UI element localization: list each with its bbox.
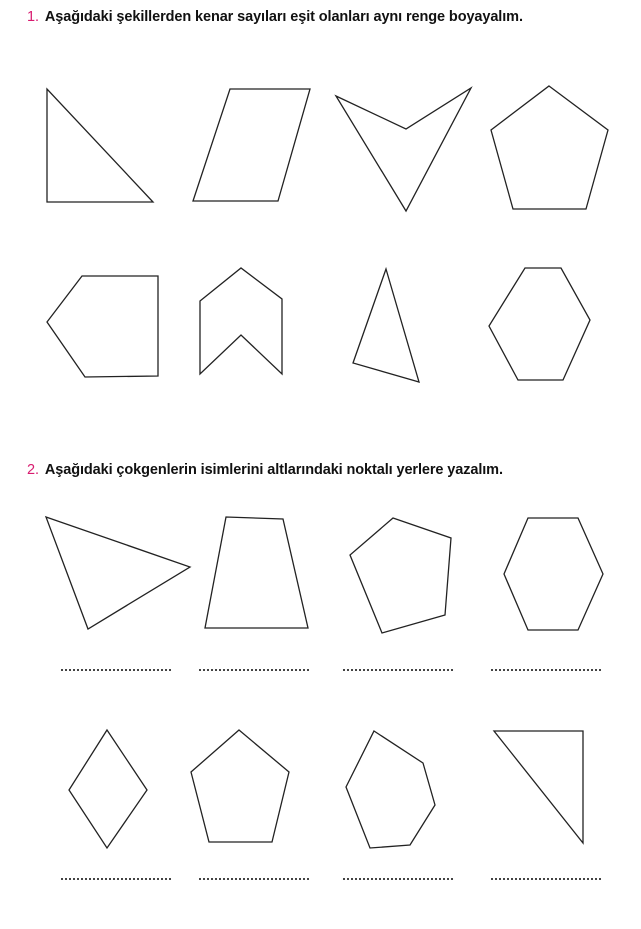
q2-pentagon[interactable] [191, 730, 289, 842]
question-2-number: 2. [27, 462, 39, 478]
answer-line-3[interactable] [343, 669, 453, 671]
q2-right-triangle[interactable] [494, 731, 583, 843]
q2-rhombus[interactable] [69, 730, 147, 848]
answer-line-4[interactable] [491, 669, 601, 671]
q1-hexagon[interactable] [489, 268, 590, 380]
q2-triangle[interactable] [46, 517, 190, 629]
q1-pentagon[interactable] [491, 86, 608, 209]
question-1-number: 1. [27, 9, 39, 25]
q2-hexagon[interactable] [504, 518, 603, 630]
q1-parallelogram[interactable] [193, 89, 310, 201]
q1-chevron-hexagon[interactable] [200, 268, 282, 374]
answer-line-1[interactable] [61, 669, 171, 671]
q2-trapezoid[interactable] [205, 517, 308, 628]
q1-right-triangle[interactable] [47, 89, 153, 202]
q1-arrow-quadrilateral[interactable] [336, 88, 471, 211]
answer-line-7[interactable] [343, 878, 453, 880]
q1-pentagon-house[interactable] [47, 276, 158, 377]
answer-line-2[interactable] [199, 669, 309, 671]
answer-line-5[interactable] [61, 878, 171, 880]
question-1-text: Aşağıdaki şekillerden kenar sayıları eşit olanları aynı renge boyayalım. [44, 9, 523, 25]
q1-thin-triangle[interactable] [353, 269, 419, 382]
answer-line-8[interactable] [491, 878, 601, 880]
question-2-text: Aşağıdaki çokgenlerin isimlerini altlarındaki noktalı yerlere yazalım. [44, 462, 503, 478]
q2-pentagon-tilted[interactable] [350, 518, 451, 633]
answer-line-6[interactable] [199, 878, 309, 880]
q2-hexagon-irregular[interactable] [346, 731, 435, 848]
